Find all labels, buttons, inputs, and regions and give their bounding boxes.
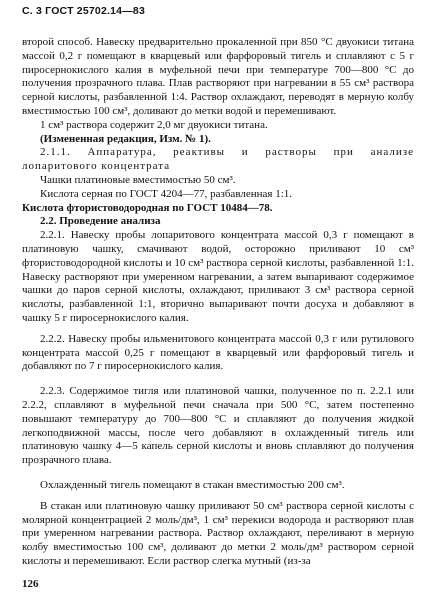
amendment-note: (Измененная редакция, Изм. № 1).: [40, 132, 211, 145]
paragraph-2-2-2: 2.2.2. Навеску пробы ильменитового концентрата массой 0,3 г или рутилового концентрата массой 0,25 г помещают в кварцевый или фарфоровый тигель и добавляют по 7 г пиросернокислого калия.: [22, 332, 414, 373]
section-2-2-title: 2.2. Проведение анализа: [40, 215, 161, 228]
paragraph-cooled-crucible: Охлажденный тигель помещают в стакан вместимостью 200 см³.: [40, 478, 345, 491]
paragraph-2-2-3: 2.2.3. Содержимое тигля или платиновой чашки, полученное по п. 2.2.1 или 2.2.2, сплавляют в муфельной печи сначала при 500 °С, затем постепенно повышают температуру до 700—800 °С и сплавляют до получения жидкой легкоподвижной массы, после чего добавляют в охлажденный тигель или платиновую чашку 4—5 капель серной кислоты и вновь сплавляют до получения прозрачного плава.: [22, 385, 414, 467]
paragraph-dissolution: В стакан или платиновую чашку приливают 50 см³ раствора серной кислоты с молярной концентрацией 2 моль/дм³, 1 см³ перекиси водорода и растворяют плав при умеренном нагревании раствора. Раствор охлаждают, переливают в мерную колбу вместимостью 100 см³, доливают до метки 2 моль/дм³ раствором серной кислоты и перемешивают. Если раствор слегка мутный (из-за: [22, 499, 414, 567]
page-number: 126: [22, 578, 39, 590]
list-item-hydrofluoric-acid: Кислота фтористоводородная по ГОСТ 10484—78.: [22, 201, 273, 214]
page-body: [22, 36, 414, 569]
page-header: С. 3 ГОСТ 25702.14—83: [22, 5, 145, 17]
paragraph-second-method: второй способ. Навеску предварительно прокаленной при 850 °С двуокиси титана массой 0,2 г помещают в кварцевый или фарфоровый тигель и сплавляют с 5 г пиросернокислого калия в муфельной печи при температуре 700—800 °С до получения прозрачного плава. Плав растворяют при нагревании в 55 см³ раствора серной кислоты, разбавленной 1:4. Раствор охлаждают, переводят в мерную колбу вместимостью 100 см³, доливают до метки водой и перемешивают.: [22, 36, 414, 117]
list-item-platinum-dishes: Чашки платиновые вместимостью 50 см³.: [40, 173, 236, 186]
section-2-1-1-title: 2.1.1. Аппаратура, реактивы и растворы при анализе лопаритового концентрата: [22, 146, 414, 173]
paragraph-solution-content: 1 см³ раствора содержит 2,0 мг двуокиси титана.: [40, 118, 268, 131]
paragraph-2-2-1: 2.2.1. Навеску пробы лопаритового концентрата массой 0,3 г помещают в платиновую чашку, смачивают водой, осторожно приливают 10 см³ фтористоводородной кислоты и 10 см³ раствора серной кислоты, разбавленной 1:1. Навеску растворяют при умеренном нагревании, а затем выпаривают содержимое чашки до паров серной кислоты, охлаждают, приливают 3 см³ раствора серной кислоты, разбавленной 1:1, вторично выпаривают почти досуха и добавляют в чашку 5 г пиросернокислого калия.: [22, 229, 414, 324]
list-item-sulfuric-acid: Кислота серная по ГОСТ 4204—77, разбавленная 1:1.: [40, 187, 293, 200]
